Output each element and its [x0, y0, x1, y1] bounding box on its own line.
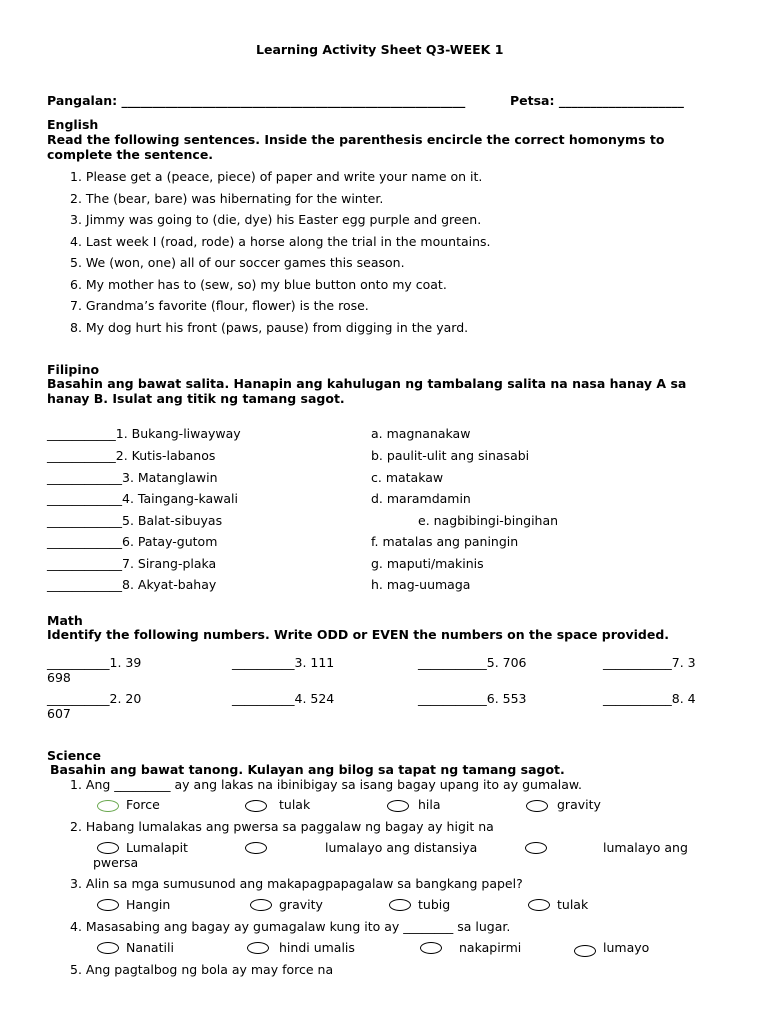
option-label: gravity — [557, 797, 601, 812]
filipino-col-a-item: ____________4. Taingang-kawali — [47, 491, 238, 506]
option-radio-circle[interactable] — [526, 800, 548, 812]
date-field-label: Petsa: ____________________ — [510, 93, 684, 108]
english-heading: English — [47, 117, 99, 132]
option-radio-circle[interactable] — [97, 842, 119, 854]
option-radio-circle[interactable] — [247, 942, 269, 954]
filipino-col-a-item: ___________1. Bukang-liwayway — [47, 426, 241, 441]
math-item: ___________6. 553 — [418, 691, 527, 706]
option-radio-circle[interactable] — [97, 899, 119, 911]
filipino-col-b-item: a. magnanakaw — [371, 426, 471, 441]
option-radio-circle[interactable] — [97, 800, 119, 812]
option-radio-circle[interactable] — [245, 842, 267, 854]
filipino-col-b-item: e. nagbibingi-bingihan — [418, 513, 559, 528]
option-label: nakapirmi — [459, 940, 522, 955]
math-heading: Math — [47, 613, 83, 628]
english-item: 7. Grandma’s favorite (flour, flower) is the rose. — [70, 298, 369, 313]
science-instruction: Basahin ang bawat tanong. Kulayan ang bilog sa tapat ng tamang sagot. — [50, 762, 565, 777]
option-radio-circle[interactable] — [525, 842, 547, 854]
option-label-wrap: pwersa — [93, 855, 139, 870]
filipino-col-b-item: d. maramdamin — [371, 491, 471, 506]
option-label: hindi umalis — [279, 940, 355, 955]
option-label: Hangin — [126, 897, 171, 912]
option-label: hila — [418, 797, 441, 812]
option-label: Force — [126, 797, 160, 812]
math-item: __________3. 111 — [232, 655, 335, 670]
option-radio-circle[interactable] — [97, 942, 119, 954]
math-item: ___________5. 706 — [418, 655, 527, 670]
filipino-col-b-item: b. paulit-ulit ang sinasabi — [371, 448, 530, 463]
math-item: __________1. 39 — [47, 655, 142, 670]
option-label: Lumalapit — [126, 840, 188, 855]
english-item: 5. We (won, one) all of our soccer games this season. — [70, 255, 405, 270]
english-item: 1. Please get a (peace, piece) of paper and write your name on it. — [70, 169, 483, 184]
option-radio-circle[interactable] — [420, 942, 442, 954]
filipino-col-a-item: ____________5. Balat-sibuyas — [47, 513, 223, 528]
filipino-heading: Filipino — [47, 362, 100, 377]
science-question-3: 3. Alin sa mga sumusunod ang makapagpapagalaw sa bangkang papel? — [70, 876, 523, 891]
science-question-1: 1. Ang _________ ay ang lakas na ibinibigay sa isang bagay upang ito ay gumalaw. — [70, 777, 582, 792]
name-field-label: Pangalan: _______________________________________________________ — [47, 93, 466, 108]
filipino-instruction-line1: Basahin ang bawat salita. Hanapin ang kahulugan ng tambalang salita na nasa hanay A sa — [47, 376, 687, 391]
math-item-wrap: 607 — [47, 706, 71, 721]
english-item: 2. The (bear, bare) was hibernating for the winter. — [70, 191, 384, 206]
math-instruction: Identify the following numbers. Write ODD or EVEN the numbers on the space provided. — [47, 627, 670, 642]
option-label: tubig — [418, 897, 451, 912]
science-question-4: 4. Masasabing ang bagay ay gumagalaw kung ito ay ________ sa lugar. — [70, 919, 511, 934]
filipino-col-a-item: ____________3. Matanglawin — [47, 470, 218, 485]
option-radio-circle[interactable] — [387, 800, 409, 812]
filipino-col-b-item: f. matalas ang paningin — [371, 534, 519, 549]
math-item: ___________8. 4 — [603, 691, 696, 706]
english-item: 4. Last week I (road, rode) a horse along the trial in the mountains. — [70, 234, 491, 249]
math-item: __________4. 524 — [232, 691, 335, 706]
option-radio-circle[interactable] — [574, 945, 596, 957]
option-radio-circle[interactable] — [250, 899, 272, 911]
page-title: Learning Activity Sheet Q3-WEEK 1 — [256, 42, 504, 57]
option-label: lumayo — [603, 940, 650, 955]
science-question-5: 5. Ang pagtalbog ng bola ay may force na — [70, 962, 334, 977]
filipino-col-a-item: ____________7. Sirang-plaka — [47, 556, 217, 571]
filipino-col-b-item: g. maputi/makinis — [371, 556, 484, 571]
math-item: ___________7. 3 — [603, 655, 696, 670]
option-radio-circle[interactable] — [528, 899, 550, 911]
option-label: Nanatili — [126, 940, 174, 955]
option-radio-circle[interactable] — [389, 899, 411, 911]
option-label: lumalayo ang distansiya — [325, 840, 478, 855]
english-item: 3. Jimmy was going to (die, dye) his Easter egg purple and green. — [70, 212, 482, 227]
english-item: 6. My mother has to (sew, so) my blue button onto my coat. — [70, 277, 447, 292]
filipino-col-a-item: ____________6. Patay-gutom — [47, 534, 218, 549]
english-item: 8. My dog hurt his front (paws, pause) from digging in the yard. — [70, 320, 469, 335]
filipino-col-a-item: ____________8. Akyat-bahay — [47, 577, 217, 592]
filipino-col-b-item: c. matakaw — [371, 470, 444, 485]
filipino-instruction-line2: hanay B. Isulat ang titik ng tamang sagot. — [47, 391, 345, 406]
math-item-wrap: 698 — [47, 670, 71, 685]
option-label: lumalayo ang — [603, 840, 688, 855]
option-radio-circle[interactable] — [245, 800, 267, 812]
filipino-col-b-item: h. mag-uumaga — [371, 577, 471, 592]
science-heading: Science — [47, 748, 101, 763]
filipino-col-a-item: ___________2. Kutis-labanos — [47, 448, 216, 463]
english-instruction-line2: complete the sentence. — [47, 147, 214, 162]
english-instruction-line1: Read the following sentences. Inside the parenthesis encircle the correct homonyms to — [47, 132, 665, 147]
option-label: tulak — [279, 797, 311, 812]
math-item: __________2. 20 — [47, 691, 142, 706]
option-label: tulak — [557, 897, 589, 912]
science-question-2: 2. Habang lumalakas ang pwersa sa paggalaw ng bagay ay higit na — [70, 819, 494, 834]
option-label: gravity — [279, 897, 323, 912]
